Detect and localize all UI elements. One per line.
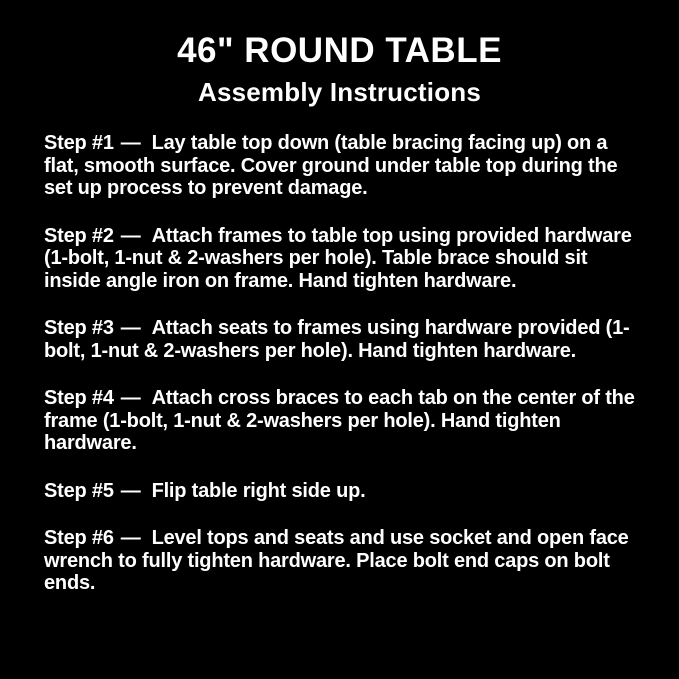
step-3-dash: — — [120, 317, 141, 340]
step-3 — [44, 317, 643, 362]
step-6 — [44, 527, 643, 595]
step-1-text: Lay table top down (table bracing facing up) on a flat, smooth surface. Cover ground under table top during the set up process to prevent damage. — [44, 132, 618, 200]
step-2-dash: — — [120, 224, 141, 247]
step-2 — [44, 225, 643, 293]
step-3-label: Step #3 — [44, 317, 114, 340]
step-3-text: Attach seats to frames using hardware provided (1-bolt, 1-nut & 2-washers per hole). Hand tighten hardware. — [44, 317, 630, 362]
page-title: 46" ROUND TABLE — [177, 31, 502, 70]
steps-list — [0, 132, 679, 595]
step-1-dash: — — [120, 132, 141, 155]
step-1 — [44, 132, 643, 200]
step-5-dash: — — [120, 479, 141, 502]
step-2-text: Attach frames to table top using provided hardware (1-bolt, 1-nut & 2-washers per hole). Table brace should sit inside angle iron on frame. Hand tighten hardware. — [44, 224, 632, 292]
step-5-label: Step #5 — [44, 479, 114, 502]
step-4-label: Step #4 — [44, 387, 114, 410]
step-6-dash: — — [120, 527, 141, 550]
step-5-text: Flip table right side up. — [151, 479, 366, 502]
header — [0, 0, 679, 106]
step-2-label: Step #2 — [44, 224, 114, 247]
step-5 — [44, 480, 643, 503]
step-4 — [44, 387, 643, 455]
step-1-label: Step #1 — [44, 132, 114, 155]
page-subtitle: Assembly Instructions — [197, 76, 482, 107]
step-6-label: Step #6 — [44, 527, 114, 550]
step-4-text: Attach cross braces to each tab on the center of the frame (1-bolt, 1-nut & 2-washers per hole). Hand tighten hardware. — [44, 387, 635, 455]
step-6-text: Level tops and seats and use socket and open face wrench to fully tighten hardware. Place bolt end caps on bolt ends. — [44, 527, 629, 595]
step-4-dash: — — [120, 387, 141, 410]
